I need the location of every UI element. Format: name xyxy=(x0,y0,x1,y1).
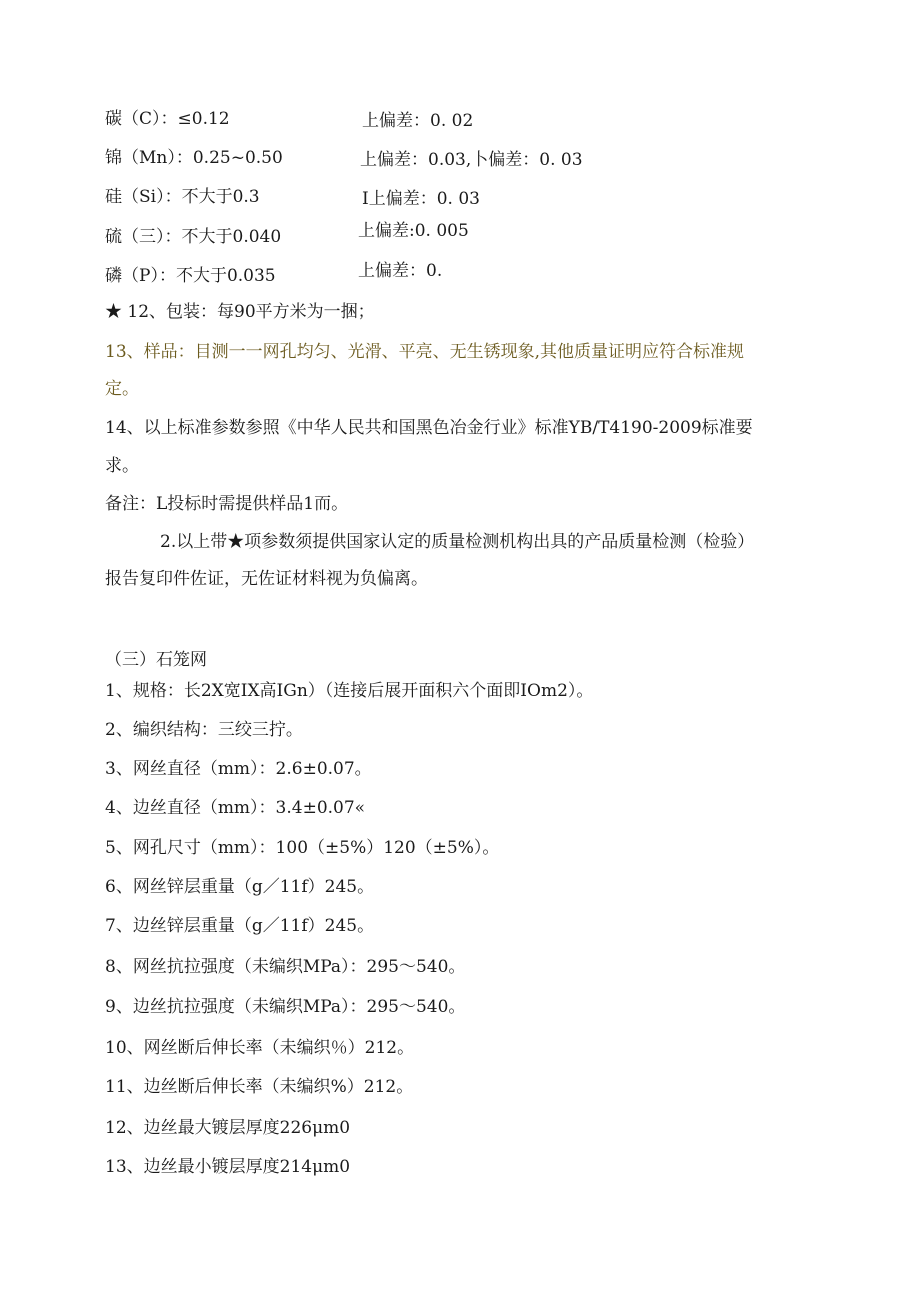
section-title: （三）石笼网 xyxy=(105,650,207,670)
notes-line-3: 报告复印件佐证，无佐证材料视为负偏离。 xyxy=(105,569,428,589)
standard-line-1: 14、以上标准参数参照《中华人民共和国黑色冶金行业》标准YB/T4190-2009标准要 xyxy=(105,418,753,438)
notes-line-2: 2.以上带★项参数须提供国家认定的质量检测机构出具的产品质量检测（检验） xyxy=(160,532,755,552)
composition-s-name: 硫（三）：不大于0.040 xyxy=(105,227,282,247)
spec-item: 3、网丝直径（mm）：2.6±0.07。 xyxy=(105,759,372,779)
composition-p-name: 磷（P）：不大于0.035 xyxy=(105,266,276,286)
spec-item: 11、边丝断后伸长率（未编织%）212。 xyxy=(105,1077,414,1097)
standard-line-2: 求。 xyxy=(105,456,139,476)
composition-mn-tolerance: 上偏差：0.03,卜偏差：0. 03 xyxy=(360,150,583,170)
spec-item: 13、边丝最小镀层厚度214μm0 xyxy=(105,1157,351,1177)
composition-p-tolerance: 上偏差：0. xyxy=(358,261,443,281)
spec-item: 6、网丝锌层重量（g／11f）245。 xyxy=(105,877,375,897)
notes-line-1: 备注：L投标时需提供样品1而。 xyxy=(105,494,349,514)
spec-item: 4、边丝直径（mm）：3.4±0.07« xyxy=(105,798,366,818)
spec-item: 8、网丝抗拉强度（未编织MPa）：295～540。 xyxy=(105,957,466,977)
spec-item: 7、边丝锌层重量（g／11f）245。 xyxy=(105,916,375,936)
composition-mn-name: 锦（Mn）：0.25~0.50 xyxy=(105,148,283,168)
spec-item: 5、网孔尺寸（mm）：100（±5%）120（±5%）。 xyxy=(105,838,500,858)
spec-item: 10、网丝断后伸长率（未编织％）212。 xyxy=(105,1038,415,1058)
composition-si-tolerance: I上偏差：0. 03 xyxy=(362,189,480,209)
spec-item: 9、边丝抗拉强度（未编织MPa）：295～540。 xyxy=(105,997,466,1017)
composition-si-name: 硅（Si）：不大于0.3 xyxy=(105,187,260,207)
sample-line-2: 定。 xyxy=(105,379,139,399)
composition-c-tolerance: 上偏差：0. 02 xyxy=(362,111,474,131)
spec-item: 1、规格：长2X宽IX高IGn）（连接后展开面积六个面即IOm2）。 xyxy=(105,681,594,701)
composition-c-name: 碳（C）：≤0.12 xyxy=(105,109,230,129)
sample-line-1: 13、样品：目测一一网孔均匀、光滑、平亮、无生锈现象,其他质量证明应符合标准规 xyxy=(105,342,745,362)
packaging-line: ★ 12、包装：每90平方米为一捆； xyxy=(105,302,375,322)
composition-s-tolerance: 上偏差:0. 005 xyxy=(358,221,469,241)
spec-item: 2、编织结构：三绞三拧。 xyxy=(105,720,303,740)
spec-item: 12、边丝最大镀层厚度226μm0 xyxy=(105,1118,351,1138)
